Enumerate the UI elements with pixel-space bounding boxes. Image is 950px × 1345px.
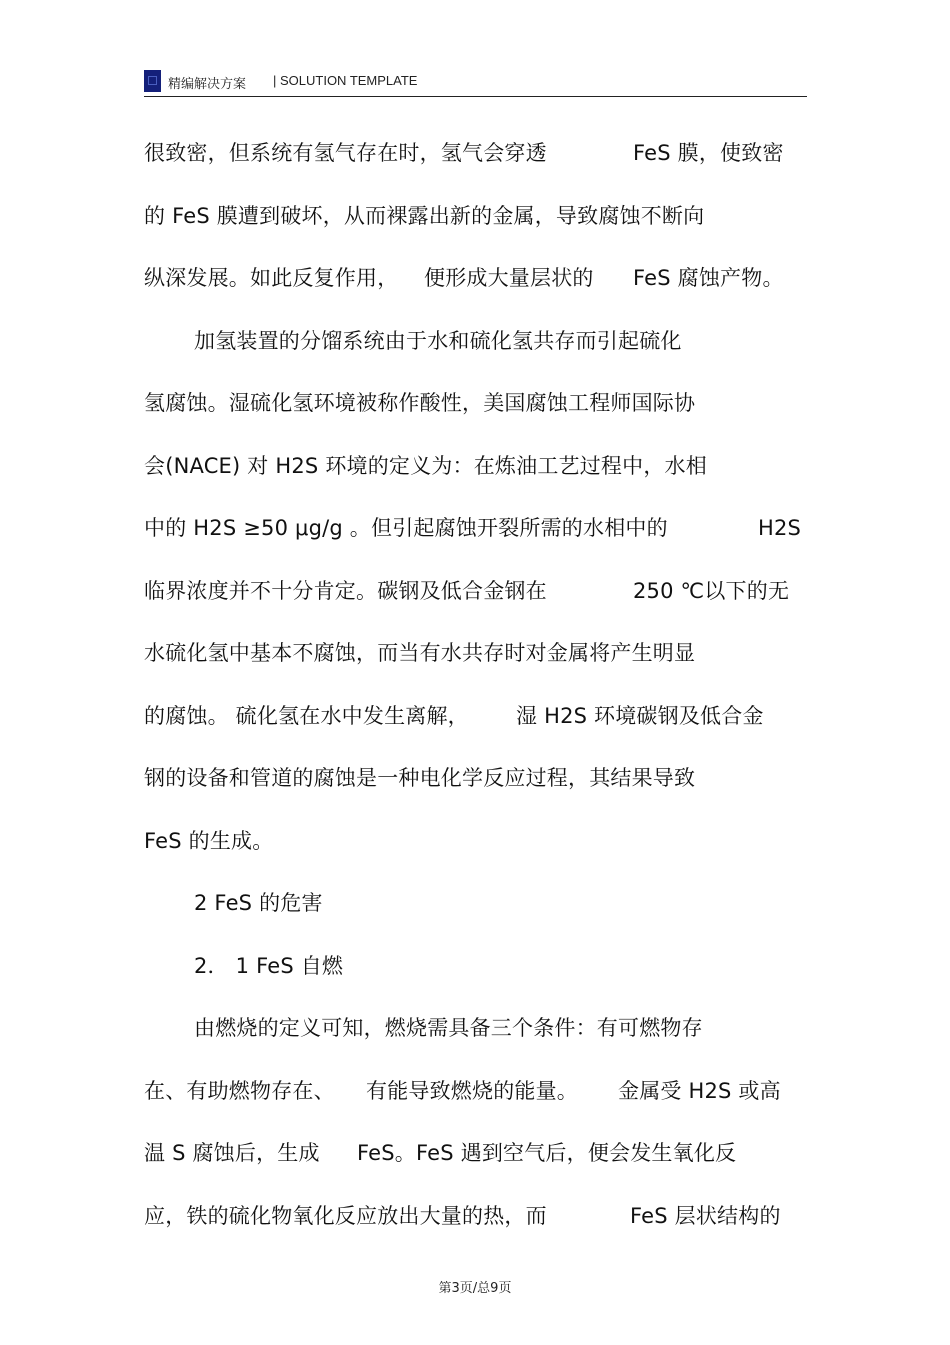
text-segment: 的腐蚀。 硫化氢在水中发生离解，	[144, 704, 469, 728]
page-indicator: 第3页/总9页	[438, 1281, 512, 1296]
text-segment: 水硫化氢中基本不腐蚀，而当有水共存时对金属将产生明显	[144, 641, 696, 665]
text-segment: 应，铁的硫化物氧化反应放出大量的热，而	[144, 1204, 547, 1228]
header-title-cn: 精编解决方案	[168, 77, 247, 92]
logo-icon	[144, 70, 161, 92]
text-segment: H2S	[758, 516, 802, 540]
page-header	[144, 66, 807, 97]
text-segment: 有能导致燃烧的能量。	[366, 1079, 578, 1103]
text-segment: 中的 H2S ≥50 μg/g 。但引起腐蚀开裂所需的水相中的	[144, 516, 668, 540]
text-segment: 金属受 H2S 或高	[618, 1079, 781, 1103]
text-segment: 温 S 腐蚀后，生成	[144, 1141, 320, 1165]
text-segment: 钢的设备和管道的腐蚀是一种电化学反应过程，其结果导致	[144, 766, 696, 790]
text-segment: 临界浓度并不十分肯定。碳钢及低合金钢在	[144, 579, 547, 603]
header-title-en: | SOLUTION TEMPLATE	[273, 73, 418, 88]
text-segment: 氢腐蚀。湿硫化氢环境被称作酸性，美国腐蚀工程师国际协	[144, 391, 696, 415]
text-segment: 会(NACE) 对 H2S 环境的定义为：在炼油工艺过程中，水相	[144, 454, 707, 478]
text-segment: 很致密，但系统有氢气存在时，氢气会穿透	[144, 141, 547, 165]
text-segment: FeS 腐蚀产物。	[633, 266, 784, 290]
text-segment: FeS 的生成。	[144, 829, 274, 853]
text-segment: 便形成大量层状的	[424, 266, 594, 290]
text-segment: 2 FeS 的危害	[194, 891, 323, 915]
text-segment: 在、有助燃物存在、	[144, 1079, 335, 1103]
text-segment: 加氢装置的分馏系统由于水和硫化氢共存而引起硫化	[194, 329, 682, 353]
text-segment: 的 FeS 膜遭到破坏，从而裸露出新的金属，导致腐蚀不断向	[144, 204, 705, 228]
text-segment: FeS 膜，使致密	[633, 141, 784, 165]
text-segment: 250 ℃以下的无	[633, 579, 790, 603]
text-segment: 湿 H2S 环境碳钢及低合金	[516, 704, 764, 728]
text-segment: FeS。FeS 遇到空气后，便会发生氧化反	[357, 1141, 737, 1165]
text-segment: 纵深发展。如此反复作用，	[144, 266, 399, 290]
text-segment: 由燃烧的定义可知，燃烧需具备三个条件：有可燃物存	[194, 1016, 703, 1040]
text-segment: 2． 1 FeS 自燃	[194, 954, 344, 978]
text-segment: FeS 层状结构的	[630, 1204, 781, 1228]
